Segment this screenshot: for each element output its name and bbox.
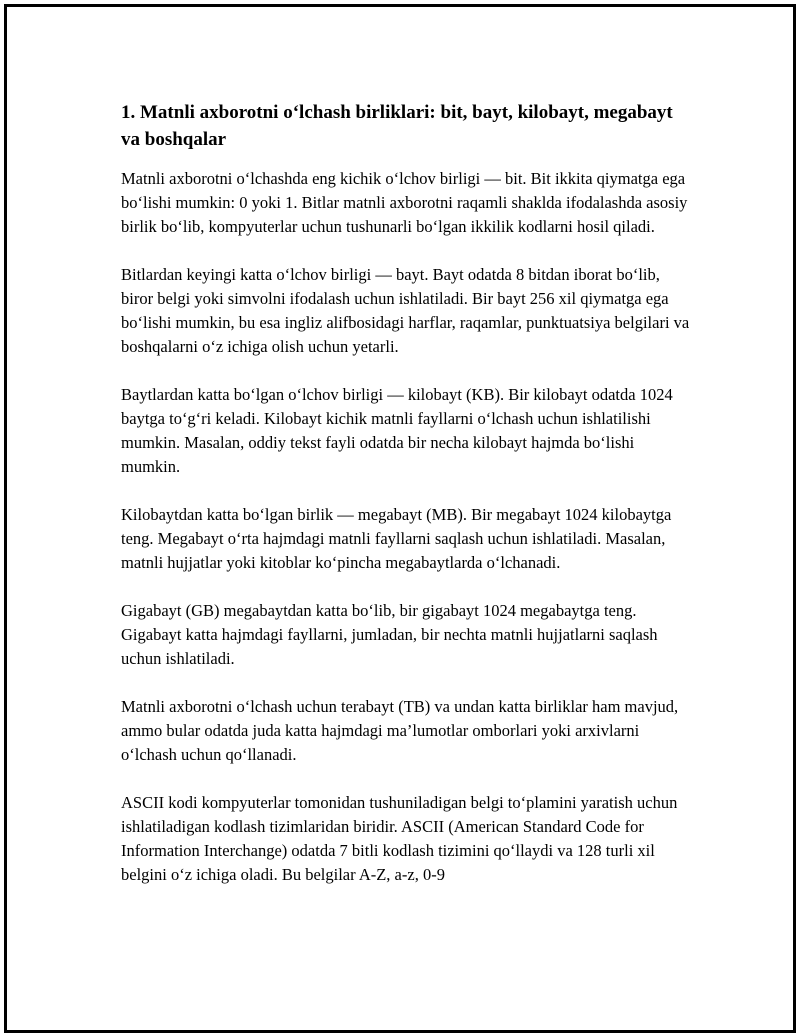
document-body <box>121 99 691 911</box>
section-heading: 1. Matnli axborotni o‘lchash birliklari: bit, bayt, kilobayt, megabayt va boshqalar <box>121 102 673 150</box>
paragraph-bit: Matnli axborotni o‘lchashda eng kichik o‘lchov birligi — bit. Bit ikkita qiymatga ega bo‘lishi mumkin: 0 yoki 1. Bitlar matnli axborotni raqamli shaklda ifodalashda asosiy birlik bo‘lib, kompyuterlar uchun tushunarli bo‘lgan ikkilik kodlarni hosil qiladi. <box>121 169 688 236</box>
paragraph-bayt: Bitlardan keyingi katta o‘lchov birligi — bayt. Bayt odatda 8 bitdan iborat bo‘lib, biror belgi yoki simvolni ifodalash uchun ishlatiladi. Bir bayt 256 xil qiymatga ega bo‘lishi mumkin, bu esa ingliz alifbosidagi harflar, raqamlar, punktuatsiya belgilari va boshqalarni o‘z ichiga olish uchun yetarli. <box>121 265 690 356</box>
page-frame <box>4 4 796 1033</box>
paragraph-gigabayt: Gigabayt (GB) megabaytdan katta bo‘lib, bir gigabayt 1024 megabaytga teng. Gigabayt katta hajmdagi fayllarni, jumladan, bir nechta matnli hujjatlarni saqlash uchun ishlatiladi. <box>121 601 658 668</box>
paragraph-terabayt: Matnli axborotni o‘lchash uchun terabayt (TB) va undan katta birliklar ham mavjud, ammo bular odatda juda katta hajmdagi ma’lumotlar omborlari yoki arxivlarni o‘lchash uchun qo‘llanadi. <box>121 697 679 764</box>
paragraph-megabayt: Kilobaytdan katta bo‘lgan birlik — megabayt (MB). Bir megabayt 1024 kilobaytga teng. Megabayt o‘rta hajmdagi matnli fayllarni saqlash uchun ishlatiladi. Masalan, matnli hujjatlar yoki kitoblar ko‘pincha megabaytlarda o‘lchanadi. <box>121 505 672 572</box>
paragraph-ascii: ASCII kodi kompyuterlar tomonidan tushuniladigan belgi to‘plamini yaratish uchun ishlatiladigan kodlash tizimlaridan biridir. ASCII (American Standard Code for Information Interchange) odatda 7 bitli kodlash tizimini qo‘llaydi va 128 turli xil belgini o‘z ichiga oladi. Bu belgilar A-Z, a-z, 0-9 <box>121 793 678 884</box>
paragraph-kilobayt: Baytlardan katta bo‘lgan o‘lchov birligi — kilobayt (KB). Bir kilobayt odatda 1024 baytga to‘g‘ri keladi. Kilobayt kichik matnli fayllarni o‘lchash uchun ishlatilishi mumkin. Masalan, oddiy tekst fayli odatda bir necha kilobayt hajmda bo‘lishi mumkin. <box>121 385 673 476</box>
